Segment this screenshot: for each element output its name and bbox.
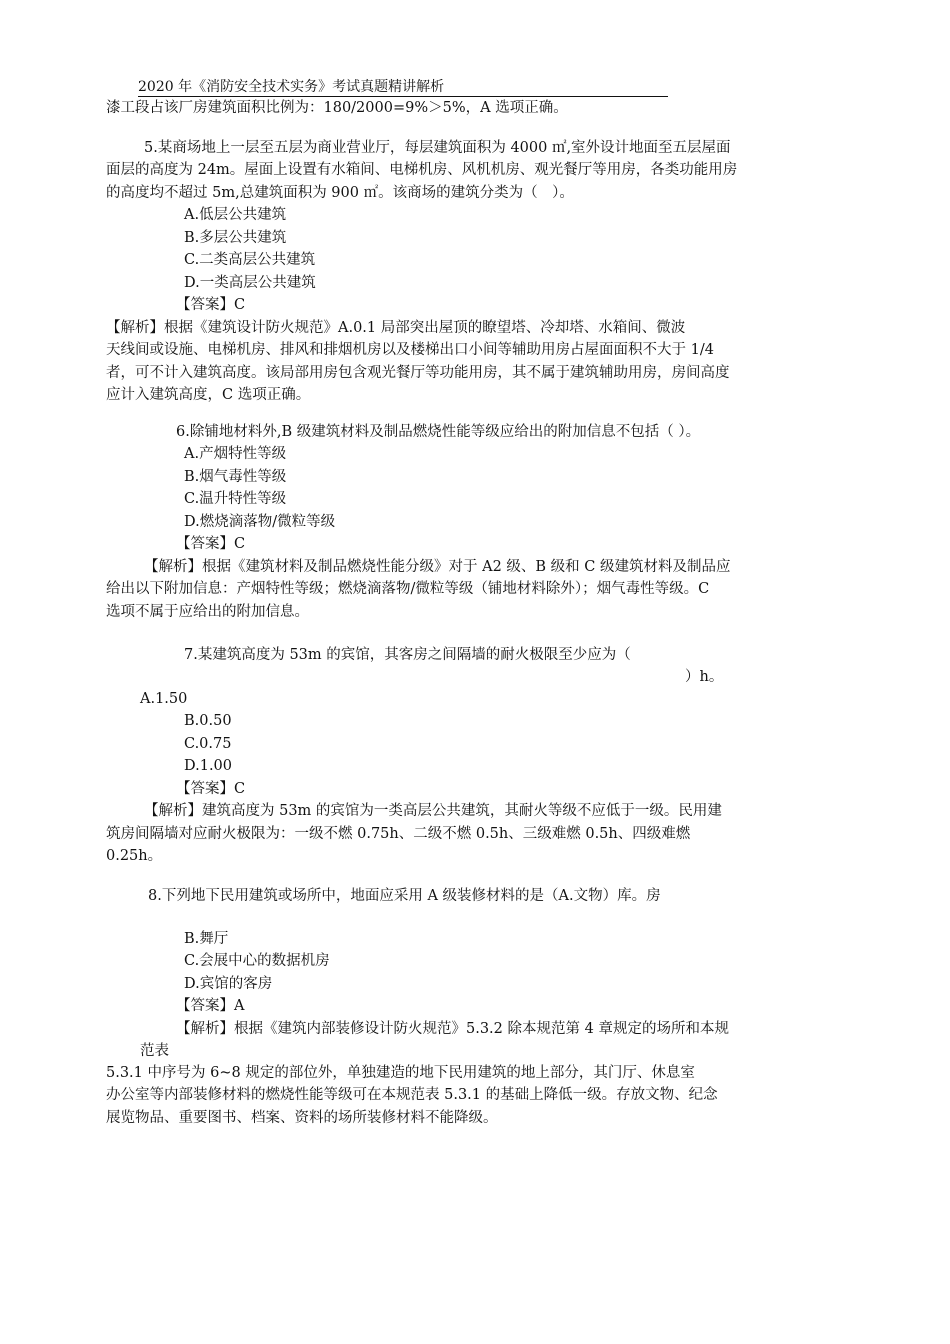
option-b: B.0.50 [184,713,232,729]
answer: 【答案】C [176,297,246,313]
text-line: 给出以下附加信息：产烟特性等级；燃烧滴落物/微粒等级（铺地材料除外）；烟气毒性等级。C [106,581,710,597]
option-c: C.温升特性等级 [184,491,287,507]
option-b: B.舞厅 [184,931,229,947]
question-6-stem: 6.除铺地材料外,B 级建筑材料及制品燃烧性能等级应给出的附加信息不包括（ ）。 [176,424,701,440]
text-line: ）h。 [685,669,724,685]
text-line: 者，可不计入建筑高度。该局部用房包含观光餐厅等功能用房，其不属于建筑辅助用房，房间高度 [106,365,730,381]
answer: 【答案】A [176,998,245,1014]
option-d: D.1.00 [184,758,233,774]
text-line: 天线间或设施、电梯机房、排风和排烟机房以及楼梯出口小间等辅助用房占屋面面积不大于 1/4 [106,342,714,358]
text-line: 展览物品、重要图书、档案、资料的场所装修材料不能降级。 [106,1110,498,1126]
answer: 【答案】C [176,536,246,552]
question-7-stem: 7.某建筑高度为 53m 的宾馆，其客房之间隔墙的耐火极限至少应为（ [184,647,631,663]
text-line: 范表 [140,1043,169,1059]
text-line: 0.25h。 [106,848,163,864]
answer: 【答案】C [176,781,246,797]
text-line: 5.3.1 中序号为 6~8 规定的部位外，单独建造的地下民用建筑的地上部分，其门厅、休息室 [106,1065,695,1081]
analysis: 【解析】根据《建筑材料及制品燃烧性能分级》对于 A2 级、B 级和 C 级建筑材料及制品应 [144,559,731,575]
option-c: C.0.75 [184,736,232,752]
text-line: 应计入建筑高度，C 选项正确。 [106,387,311,403]
option-c: C.会展中心的数据机房 [184,953,330,969]
text-line: 面层的高度为 24m。屋面上设置有水箱间、电梯机房、风机机房、观光餐厅等用房，各类功能用房 [106,162,738,178]
option-a: A.产烟特性等级 [184,446,287,462]
text-line: 办公室等内部装修材料的燃烧性能等级可在本规范表 5.3.1 的基础上降低一级。存放文物、纪念 [106,1087,718,1103]
question-5-stem: 5.某商场地上一层至五层为商业营业厅，每层建筑面积为 4000 ㎡,室外设计地面至五层屋面 [144,140,731,156]
option-c: C.二类高层公共建筑 [184,252,316,268]
text-line: 筑房间隔墙对应耐火极限为：一级不燃 0.75h、二级不燃 0.5h、三级难燃 0.5h、四级难燃 [106,826,691,842]
text-line: 选项不属于应给出的附加信息。 [106,604,309,620]
analysis: 【解析】根据《建筑内部装修设计防火规范》5.3.2 除本规范第 4 章规定的场所和本规 [176,1021,729,1037]
page-header: 2020 年《消防安全技术实务》考试真题精讲解析 [138,78,668,97]
option-d: D.一类高层公共建筑 [184,275,316,291]
option-a: A.1.50 [140,691,188,707]
option-b: B.烟气毒性等级 [184,469,287,485]
text-line: 的高度均不超过 5m,总建筑面积为 900 ㎡。该商场的建筑分类为（ ）。 [106,185,574,201]
analysis: 【解析】建筑高度为 53m 的宾馆为一类高层公共建筑，其耐火等级不应低于一级。民用建 [144,803,722,819]
question-8-stem: 8.下列地下民用建筑或场所中，地面应采用 A 级装修材料的是（A.文物）库。房 [148,888,661,904]
text-line: 漆工段占该厂房建筑面积比例为：180/2000=9%＞5%，A 选项正确。 [106,100,568,116]
analysis: 【解析】根据《建筑设计防火规范》A.0.1 局部突出屋顶的瞭望塔、冷却塔、水箱间、微波 [106,320,686,336]
option-b: B.多层公共建筑 [184,230,287,246]
option-d: D.燃烧滴落物/微粒等级 [184,514,336,530]
option-a: A.低层公共建筑 [184,207,287,223]
option-d: D.宾馆的客房 [184,976,273,992]
